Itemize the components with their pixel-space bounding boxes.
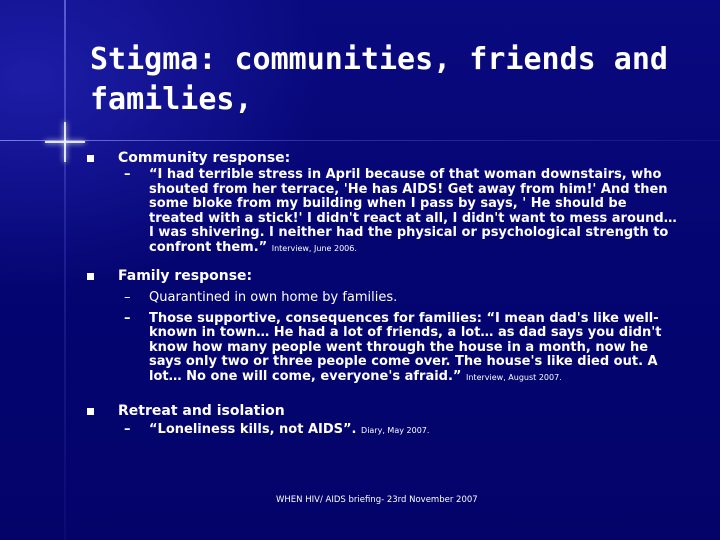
dash-marker: –	[124, 310, 131, 326]
square-bullet-icon	[87, 155, 94, 162]
slide-title: Stigma: communities, friends and families,	[90, 42, 668, 117]
quote-text: “I had terrible stress in April because of that woman downstairs, who shouted from her terrace, 'He has AIDS! Get away from him!' And then some bloke from my building when I pass by says, ' He should be treated with a stick!' I didn't react at all, I didn't want to mess around… I was shivering. I neither had the physical or psychological strength to confront them.”	[149, 167, 677, 255]
dash-marker: –	[124, 290, 131, 305]
bullet-label: Retreat and isolation	[118, 403, 285, 419]
dash-marker: –	[124, 167, 131, 182]
bullet-community-response	[84, 150, 684, 166]
bullet-label: Family response:	[118, 268, 253, 284]
quote-source: Interview, June 2006.	[271, 243, 357, 253]
quote-text: “Loneliness kills, not AIDS”.	[149, 422, 357, 437]
sub-item-community-quote	[84, 168, 684, 256]
dash-marker: –	[124, 422, 131, 437]
bullet-family-response	[84, 268, 684, 284]
quote-source: Diary, May 2007.	[361, 426, 430, 435]
decorative-vertical-line	[64, 0, 66, 540]
sparkle-icon	[45, 122, 85, 162]
sub-text: Quarantined in own home by families.	[149, 290, 398, 305]
slide-content	[84, 150, 684, 439]
sub-item-quarantined	[84, 291, 684, 306]
quote-text: Those supportive, consequences for families: “I mean dad's like well-known in town… He had a lot of friends, a lot… as dad says you didn't know how many people went through the house in a month, now he says only two or three people come over. The house's like died out. A lot… No one will come, everyone's afraid.”	[149, 310, 662, 384]
square-bullet-icon	[87, 408, 94, 415]
bullet-retreat-isolation	[84, 403, 684, 419]
decorative-horizontal-line	[0, 140, 720, 141]
bullet-label: Community response:	[118, 150, 291, 166]
slide-footer: WHEN HIV/ AIDS briefing- 23rd November 2007	[276, 495, 478, 505]
quote-source: Interview, August 2007.	[466, 372, 562, 382]
square-bullet-icon	[87, 273, 94, 280]
sub-item-loneliness-quote	[84, 423, 684, 439]
sub-item-family-quote	[84, 312, 684, 386]
